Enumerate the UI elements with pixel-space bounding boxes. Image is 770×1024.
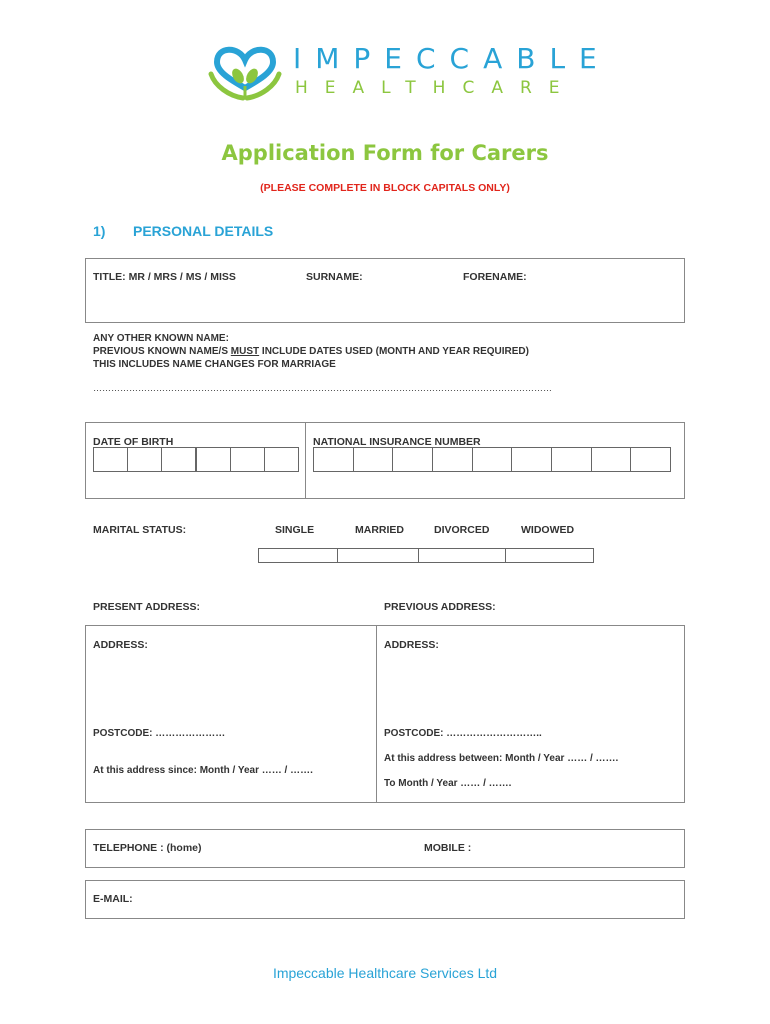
- brand-top: IMPECCABLE: [293, 42, 611, 75]
- footer-company: Impeccable Healthcare Services Ltd: [272, 965, 498, 981]
- marital-option-divorced: DIVORCED: [434, 524, 490, 536]
- email-box[interactable]: [85, 880, 685, 919]
- ni-cell-9[interactable]: [630, 447, 671, 472]
- dob-cell-2[interactable]: [127, 447, 162, 472]
- present-address-field[interactable]: ADDRESS:: [93, 639, 148, 651]
- ni-label: NATIONAL INSURANCE NUMBER: [313, 436, 481, 448]
- previous-to[interactable]: To Month / Year …… / …….: [384, 778, 512, 789]
- previous-postcode[interactable]: POSTCODE: ………………………..: [384, 728, 542, 739]
- surname-label: SURNAME:: [306, 271, 363, 283]
- marital-option-married: MARRIED: [355, 524, 404, 536]
- dob-cell-1[interactable]: [93, 447, 128, 472]
- ni-cell-4[interactable]: [432, 447, 473, 472]
- previous-between[interactable]: At this address between: Month / Year …… / …….: [384, 753, 619, 764]
- form-title: Application Form for Carers: [221, 141, 549, 165]
- other-name-line2-pre: PREVIOUS KNOWN NAME/S: [93, 346, 231, 357]
- dob-ni-divider: [305, 422, 306, 499]
- email-label: E-MAIL:: [93, 893, 133, 905]
- section-title: PERSONAL DETAILS: [133, 223, 274, 239]
- dob-cell-3[interactable]: [161, 447, 196, 472]
- ni-cell-6[interactable]: [511, 447, 552, 472]
- other-name-dotted-line[interactable]: ………………………………………………………………………………………………………………………………………: [93, 383, 552, 393]
- ni-cell-8[interactable]: [591, 447, 632, 472]
- dob-label: DATE OF BIRTH: [93, 436, 174, 448]
- heart-hands-logo-icon: [205, 40, 285, 104]
- address-divider: [376, 625, 377, 803]
- dob-cell-4[interactable]: [196, 447, 231, 472]
- other-name-line3: THIS INCLUDES NAME CHANGES FOR MARRIAGE: [93, 359, 336, 370]
- address-box: [85, 625, 685, 803]
- logo: [205, 40, 611, 104]
- ni-cell-2[interactable]: [353, 447, 394, 472]
- present-postcode[interactable]: POSTCODE: …………………: [93, 728, 226, 739]
- previous-address-heading: PREVIOUS ADDRESS:: [384, 601, 496, 613]
- form-subtitle: (PLEASE COMPLETE IN BLOCK CAPITALS ONLY): [260, 182, 510, 194]
- title-label: TITLE: MR / MRS / MS / MISS: [93, 271, 236, 283]
- forename-label: FORENAME:: [463, 271, 527, 283]
- section-number: 1): [93, 223, 106, 239]
- ni-cell-1[interactable]: [313, 447, 354, 472]
- name-box[interactable]: [85, 258, 685, 323]
- marital-checkbox-divorced[interactable]: [418, 548, 506, 563]
- brand-bottom: HEALTHCARE: [295, 78, 577, 98]
- dob-cell-5[interactable]: [230, 447, 265, 472]
- previous-address-field[interactable]: ADDRESS:: [384, 639, 439, 651]
- telephone-label: TELEPHONE : (home): [93, 842, 202, 854]
- other-name-line2-post: INCLUDE DATES USED (MONTH AND YEAR REQUIRED): [259, 346, 529, 357]
- marital-option-single: SINGLE: [275, 524, 315, 536]
- other-name-line2: [93, 346, 529, 357]
- other-name-line1: ANY OTHER KNOWN NAME:: [93, 333, 229, 344]
- marital-status-label: MARITAL STATUS:: [93, 524, 187, 536]
- marital-checkbox-married[interactable]: [337, 548, 419, 563]
- must-emphasis: MUST: [230, 346, 260, 357]
- marital-checkbox-widowed[interactable]: [505, 548, 594, 563]
- dob-cell-6[interactable]: [264, 447, 299, 472]
- mobile-label: MOBILE :: [424, 842, 472, 854]
- present-since[interactable]: At this address since: Month / Year …… / …….: [93, 765, 313, 776]
- marital-option-widowed: WIDOWED: [521, 524, 575, 536]
- ni-cell-5[interactable]: [472, 447, 513, 472]
- ni-cell-3[interactable]: [392, 447, 433, 472]
- marital-checkbox-single[interactable]: [258, 548, 338, 563]
- present-address-heading: PRESENT ADDRESS:: [93, 601, 200, 613]
- ni-cell-7[interactable]: [551, 447, 592, 472]
